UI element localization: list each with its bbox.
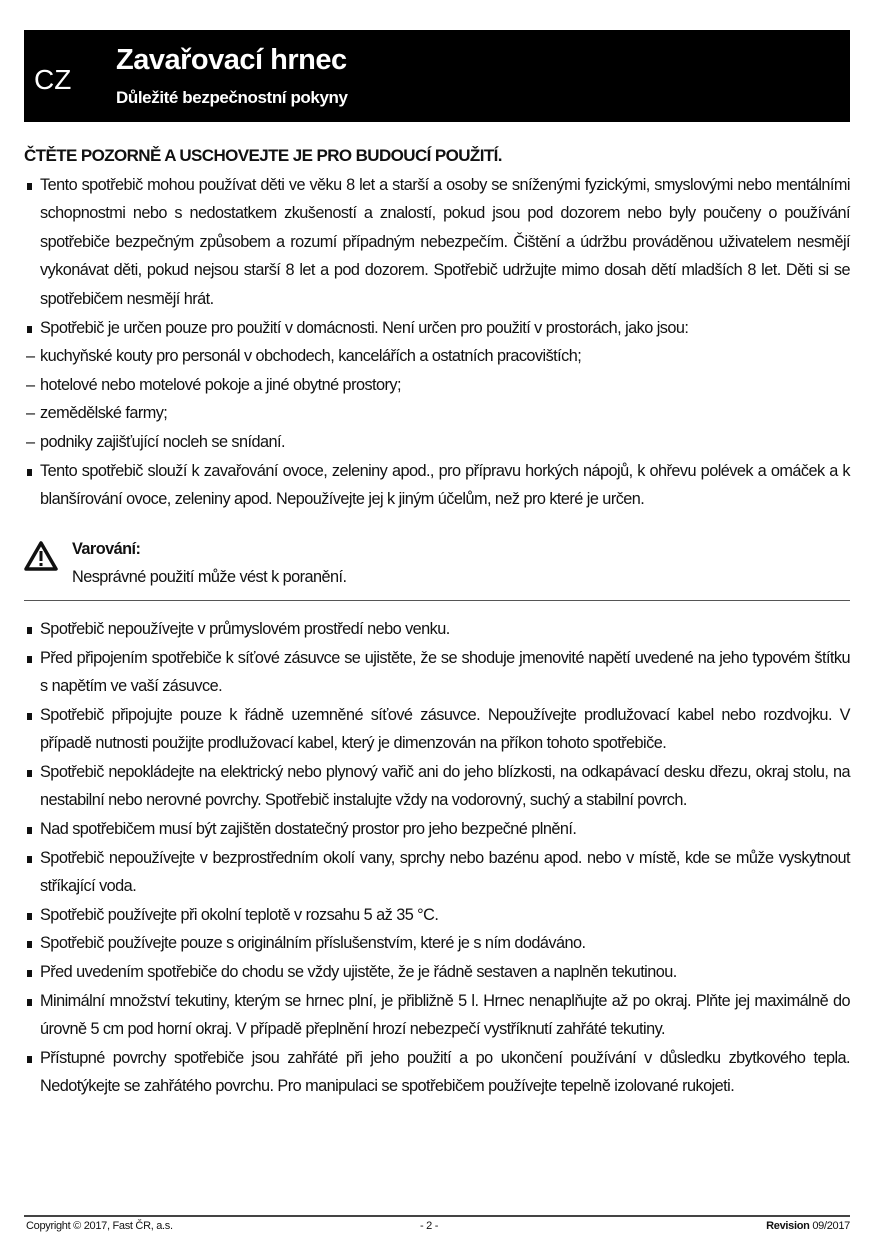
dash-item: – hotelové nebo motelové pokoje a jiné obytné prostory;	[24, 371, 850, 400]
revision-date: 09/2017	[812, 1220, 850, 1232]
warning-triangle-icon	[24, 541, 58, 581]
page-number: - 2 -	[420, 1220, 439, 1232]
footer-copyright: Copyright © 2017, Fast ČR, a.s.	[26, 1220, 173, 1232]
language-code: CZ	[34, 64, 72, 95]
warning-title: Varování:	[72, 539, 141, 558]
list-item: Spotřebič používejte pouze s originálním příslušenstvím, které je s ním dodáváno.	[24, 929, 850, 958]
warning-box	[24, 528, 850, 601]
warning-text: Nesprávné použití může vést k poranění.	[72, 568, 347, 587]
document-body	[24, 142, 850, 1101]
dash-item: – zemědělské farmy;	[24, 399, 850, 428]
safety-list-1	[24, 171, 850, 514]
dash-item: – podniky zajišťující nocleh se snídaní.	[24, 428, 850, 457]
list-item: Spotřebič nepokládejte na elektrický nebo plynový vařič ani do jeho blízkosti, na odkapávací desku dřezu, okraj stolu, na nestabilní nebo nerovné povrchy. Spotřebič instalujte vždy na vodorovný, suchý a stabilní povrch.	[24, 758, 850, 815]
safety-list-2	[24, 615, 850, 1101]
footer-revision	[766, 1220, 850, 1232]
dash-item: – kuchyňské kouty pro personál v obchodech, kancelářích a ostatních pracovištích;	[24, 342, 850, 371]
header-bar	[24, 30, 850, 122]
list-item: Přístupné povrchy spotřebiče jsou zahřáté při jeho použití a po ukončení používání v důsledku zbytkového tepla. Nedotýkejte se zahřátého povrchu. Pro manipulaci se spotřebičem používejte tepelně izolované rukojeti.	[24, 1044, 850, 1101]
list-item: Nad spotřebičem musí být zajištěn dostatečný prostor pro jeho bezpečné plnění.	[24, 815, 850, 844]
list-item: Spotřebič nepoužívejte v bezprostředním okolí vany, sprchy nebo bazénu apod. nebo v místě, kde se může vyskytnout stříkající voda.	[24, 844, 850, 901]
list-item: Tento spotřebič mohou používat děti ve věku 8 let a starší a osoby se sníženými fyzickými, smyslovými nebo mentálními schopnostmi nebo s nedostatkem zkušeností a znalostí, pokud jsou pod dozorem nebo byly poučeny o používání spotřebiče bezpečným způsobem a rozumí případným nebezpečím. Čištění a údržbu prováděnou uživatelem nesmějí vykonávat děti, pokud nejsou starší 8 let a pod dozorem. Spotřebič udržujte mimo dosah dětí mladších 8 let. Děti si se spotřebičem nesmějí hrát.	[24, 171, 850, 314]
list-item: Spotřebič je určen pouze pro použití v domácnosti. Není určen pro použití v prostorách, jako jsou:	[24, 314, 850, 343]
list-item: Spotřebič používejte při okolní teplotě v rozsahu 5 až 35 °C.	[24, 901, 850, 930]
list-item: Minimální množství tekutiny, kterým se hrnec plní, je přibližně 5 l. Hrnec nenaplňujte až po okraj. Plňte jej maximálně do úrovně 5 cm pod horní okraj. V případě přeplnění hrozí nebezpečí vystříknutí zahřáté tekutiny.	[24, 987, 850, 1044]
list-item: Před uvedením spotřebiče do chodu se vždy ujistěte, že je řádně sestaven a naplněn tekutinou.	[24, 958, 850, 987]
list-item: Spotřebič nepoužívejte v průmyslovém prostředí nebo venku.	[24, 615, 850, 644]
section-heading: ČTĚTE POZORNĚ A USCHOVEJTE JE PRO BUDOUCÍ POUŽITÍ.	[24, 146, 502, 165]
document-title: Zavařovací hrnec	[116, 44, 347, 76]
list-item: Tento spotřebič slouží k zavařování ovoce, zeleniny apod., pro přípravu horkých nápojů, k ohřevu polévek a omáček a k blanšírování ovoce, zeleniny apod. Nepoužívejte jej k jiným účelům, než pro které je určen.	[24, 457, 850, 514]
list-item: Spotřebič připojujte pouze k řádně uzemněné síťové zásuvce. Nepoužívejte prodlužovací kabel nebo rozdvojku. V případě nutnosti použijte prodlužovací kabel, který je dimenzován na příkon tohoto spotřebiče.	[24, 701, 850, 758]
list-item: Před připojením spotřebiče k síťové zásuvce se ujistěte, že se shoduje jmenovité napětí uvedené na jeho typovém štítku s napětím ve vaší zásuvce.	[24, 644, 850, 701]
document-subtitle: Důležité bezpečnostní pokyny	[116, 88, 348, 107]
footer-divider	[24, 1215, 850, 1217]
revision-label: Revision	[766, 1220, 810, 1232]
